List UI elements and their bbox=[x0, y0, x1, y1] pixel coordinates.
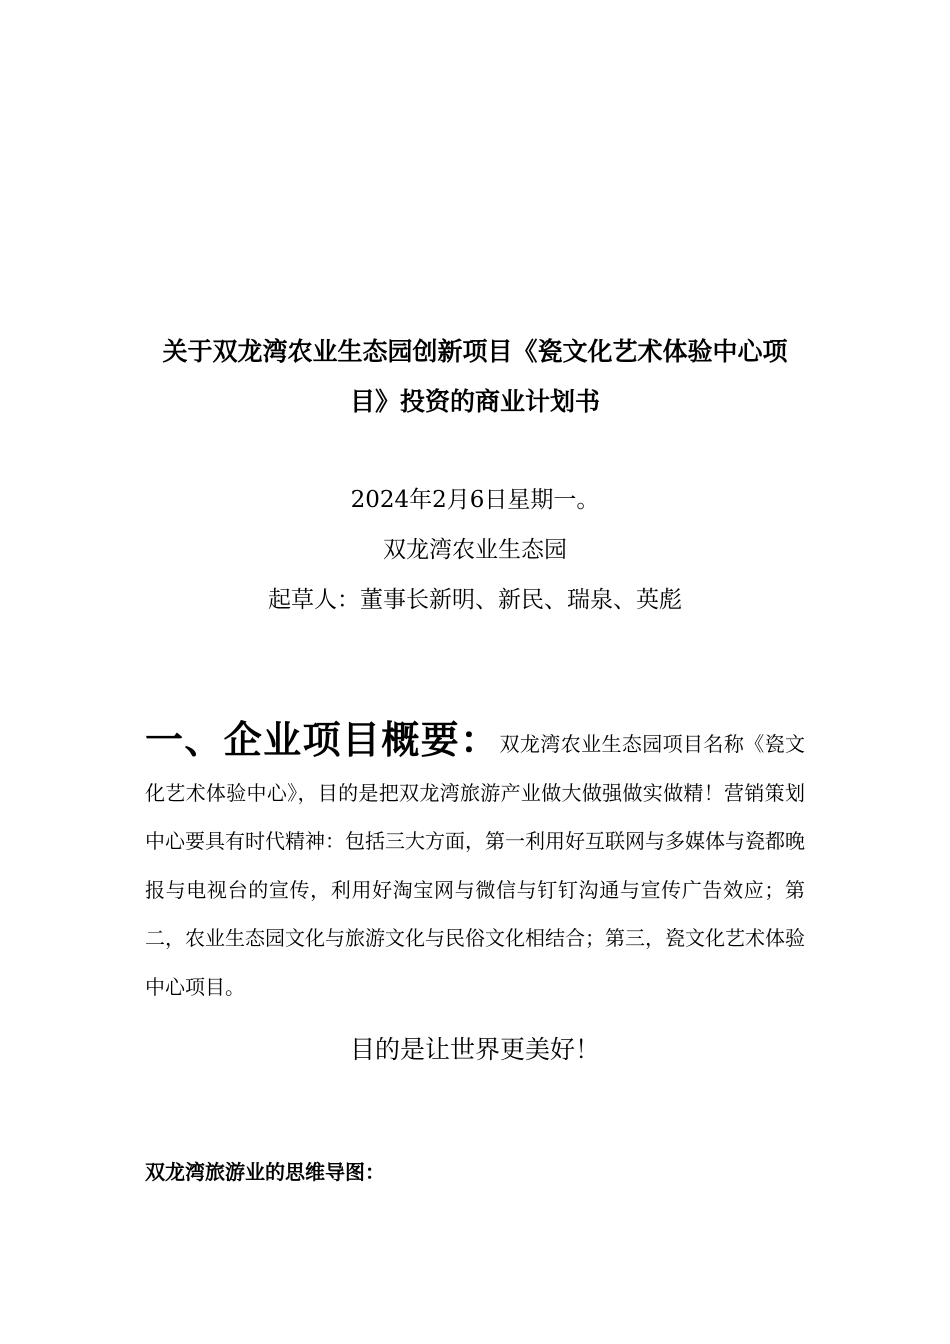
document-title-line1: 关于双龙湾农业生态园创新项目《瓷文化艺术体验中心项 bbox=[162, 337, 788, 366]
document-title-line2: 目》投资的商业计划书 bbox=[349, 387, 600, 416]
section-project-overview bbox=[145, 716, 805, 1011]
drafter-line: 起草人：董事长新明、新民、瑞泉、英彪 bbox=[268, 587, 682, 613]
organization-name: 双龙湾农业生态园 bbox=[383, 537, 567, 563]
document-date: 2024年2月6日星期一。 bbox=[350, 487, 600, 513]
mindmap-label: 双龙湾旅游业的思维导图： bbox=[145, 1160, 385, 1184]
slogan: 目的是让世界更美好！ bbox=[349, 1035, 600, 1064]
section-heading: 一、企业项目概要： bbox=[145, 718, 500, 762]
section-body: 双龙湾农业生态园项目名称《瓷文化艺术体验中心》，目的是把双龙湾旅游产业做大做强做实做精！营销策划中心要具有时代精神：包括三大方面，第一利用好互联网与多媒体与瓷都晚报与电视台的宣传，利用好淘宝网与微信与钉钉沟通与宣传广告效应；第二，农业生态园文化与旅游文化与民俗文化相结合；第三，瓷文化艺术体验中心项目。 bbox=[145, 732, 805, 999]
